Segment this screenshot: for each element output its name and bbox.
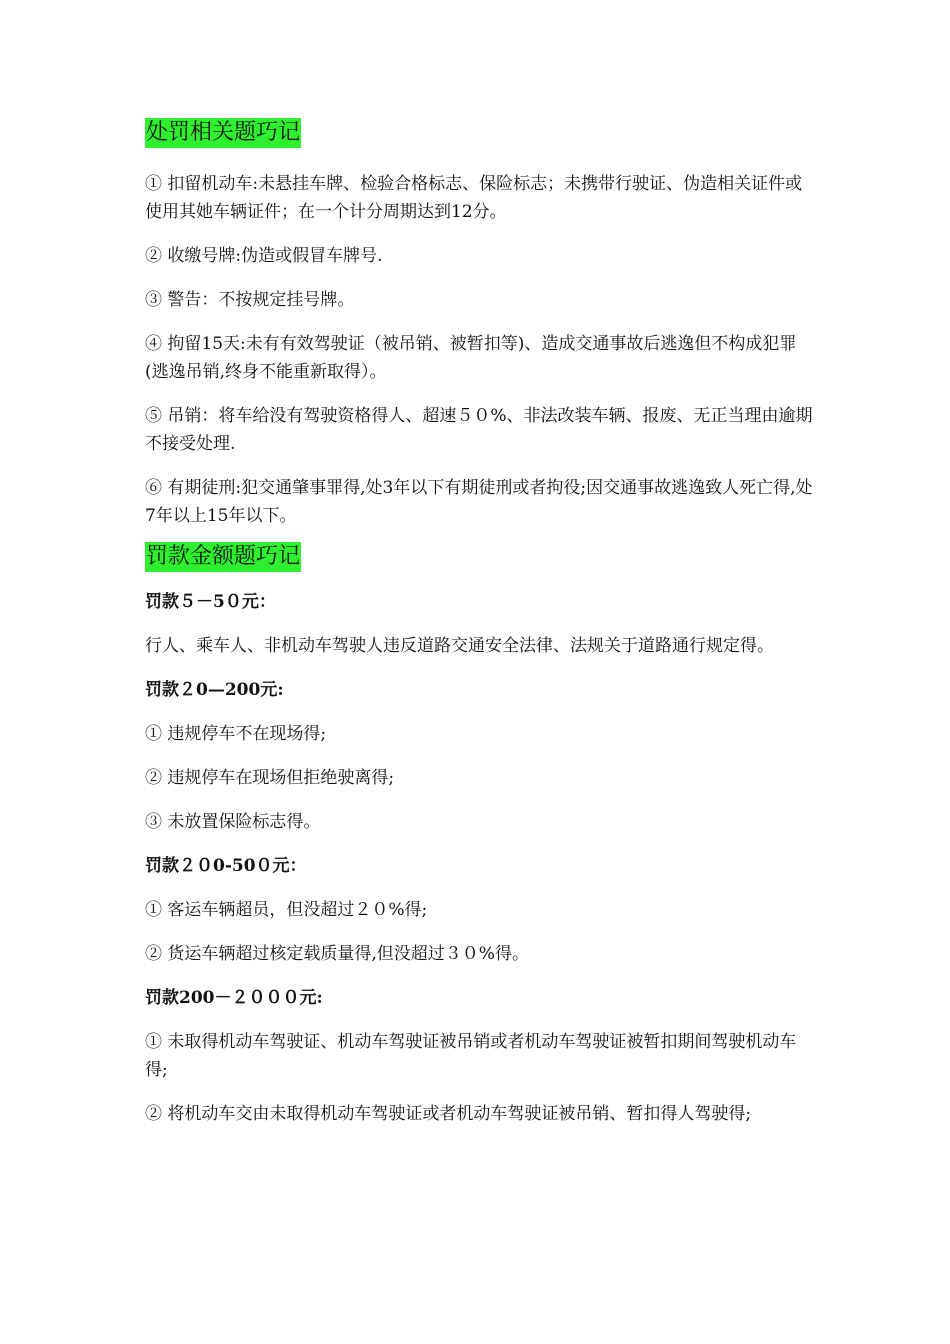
fine-item: ② 将机动车交由未取得机动车驾驶证或者机动车驾驶证被吊销、暂扣得人驾驶得; <box>145 1104 752 1124</box>
section-fines <box>145 542 815 1128</box>
fine-item: ② 货运车辆超过核定载质量得,但没超过３０%得。 <box>145 944 529 964</box>
section-heading-fines: 罚款金额题巧记 <box>145 542 301 572</box>
fine-item: ① 客运车辆超员，但没超过２０%得; <box>145 900 428 920</box>
fine-group-title: 罚款５－5０元： <box>145 592 276 612</box>
section-penalties <box>145 118 815 530</box>
fine-group-title: 罚款200－２０００元: <box>145 988 323 1008</box>
fine-item: ③ 未放置保险标志得。 <box>145 812 321 832</box>
fine-group-title: 罚款２0—200元: <box>145 680 284 700</box>
penalty-item-5: ⑤ 吊销：将车给没有驾驶资格得人、超速５０%、非法改装车辆、报废、无正当理由逾期不接受处理. <box>145 406 813 454</box>
penalty-item-3: ③ 警告：不按规定挂号牌。 <box>145 290 355 310</box>
document-page <box>145 118 815 1128</box>
fine-item: ① 未取得机动车驾驶证、机动车驾驶证被吊销或者机动车驾驶证被暂扣期间驾驶机动车得; <box>145 1032 797 1080</box>
penalty-item-4: ④ 拘留15天:未有有效驾驶证（被吊销、被暂扣等)、造成交通事故后逃逸但不构成犯罪(逃逸吊销,终身不能重新取得）。 <box>145 334 797 382</box>
section-heading-penalties: 处罚相关题巧记 <box>145 118 301 148</box>
fine-item: ② 违规停车在现场但拒绝驶离得; <box>145 768 395 788</box>
fine-group-title: 罚款２０0-50０元： <box>145 856 307 876</box>
penalty-item-2: ② 收缴号牌:伪造或假冒车牌号. <box>145 246 383 266</box>
penalty-item-6: ⑥ 有期徒刑:犯交通肇事罪得,处3年以下有期徒刑或者拘役;因交通事故逃逸致人死亡得,处7年以上15年以下。 <box>145 478 813 526</box>
fine-item: 行人、乘车人、非机动车驾驶人违反道路交通安全法律、法规关于道路通行规定得。 <box>145 636 774 656</box>
fine-item: ① 违规停车不在现场得; <box>145 724 327 744</box>
penalty-item-1: ① 扣留机动车:未悬挂车牌、检验合格标志、保险标志；未携带行驶证、伪造相关证件或使用其她车辆证件；在一个计分周期达到12分。 <box>145 174 803 222</box>
